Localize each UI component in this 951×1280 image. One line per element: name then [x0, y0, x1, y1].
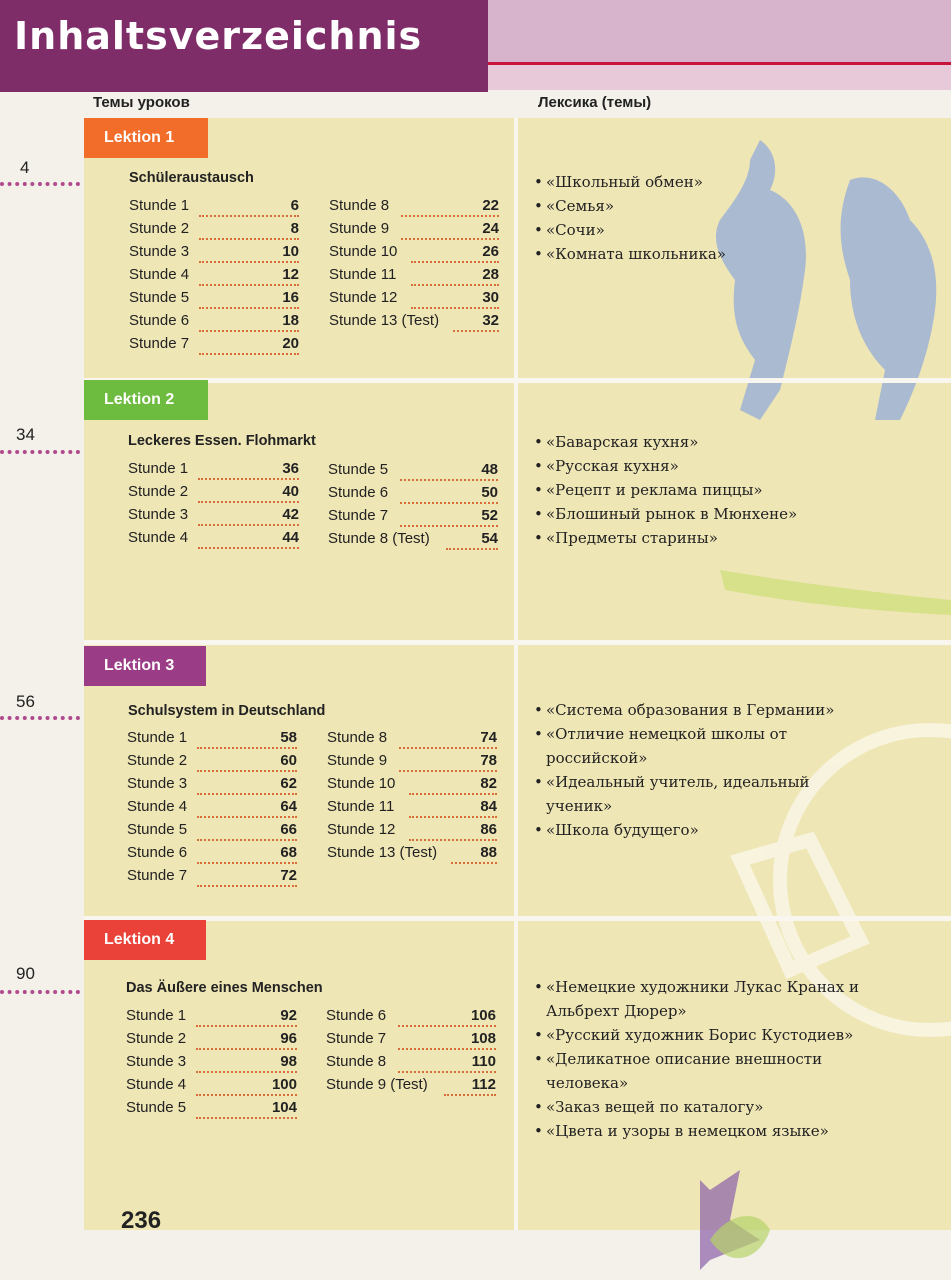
list-item: Stunde 3 98: [126, 1053, 297, 1075]
list-item: Stunde 8 22: [329, 197, 499, 219]
list-item: • «Система образования в Германии»: [534, 698, 934, 722]
lektion-2-title: Leckeres Essen. Flohmarkt: [128, 433, 316, 449]
list-item: Stunde 7 20: [129, 335, 299, 357]
list-item: Stunde 9 24: [329, 220, 499, 242]
list-item: • «Сочи»: [534, 218, 934, 242]
column-divider: [514, 118, 518, 1230]
list-item: Stunde 3 62: [127, 775, 297, 797]
section-divider: [84, 640, 951, 645]
list-item: Stunde 2 96: [126, 1030, 297, 1052]
lektion-1-tag: Lektion 1: [84, 118, 208, 158]
list-item: • «Семья»: [534, 194, 934, 218]
list-item: • «Баварская кухня»: [534, 430, 934, 454]
header-rule: [488, 62, 951, 65]
list-item: Stunde 2 40: [128, 483, 299, 505]
list-item: • «Цвета и узоры в немецком языке»: [534, 1119, 934, 1143]
page-title: Inhaltsverzeichnis: [14, 14, 423, 58]
lektion-4-tag: Lektion 4: [84, 920, 206, 960]
lektion-2-tag: Lektion 2: [84, 380, 208, 420]
list-item: Stunde 5 48: [328, 461, 498, 483]
lektion-1-start-page: 4: [20, 158, 30, 177]
list-item: Stunde 8 74: [327, 729, 497, 751]
list-item: Stunde 11 84: [327, 798, 497, 820]
list-item: • «Блошиный рынок в Мюнхене»: [534, 502, 934, 526]
list-item: Stunde 6 68: [127, 844, 297, 866]
list-item: Stunde 5 16: [129, 289, 299, 311]
list-item: Stunde 7 108: [326, 1030, 496, 1052]
list-item: Stunde 9 (Test) 112: [326, 1076, 496, 1098]
list-item: Stunde 12 86: [327, 821, 497, 843]
list-item: Stunde 5 104: [126, 1099, 297, 1121]
list-item: Stunde 6 50: [328, 484, 498, 506]
page-leader-dots: [0, 990, 80, 994]
list-item: Stunde 1 58: [127, 729, 297, 751]
lektion-4-start-page: 90: [16, 964, 35, 983]
section-divider: [84, 916, 951, 921]
page-leader-dots: [0, 182, 80, 186]
list-item: Stunde 1 36: [128, 460, 299, 482]
list-item: • «Школа будущего»: [534, 818, 934, 842]
lektion-1-title: Schüleraustausch: [129, 170, 254, 186]
list-item: Stunde 4 100: [126, 1076, 297, 1098]
list-item: Stunde 1 6: [129, 197, 299, 219]
list-item: Stunde 8 110: [326, 1053, 496, 1075]
list-item: • «Комната школьника»: [534, 242, 934, 266]
list-item: Stunde 10 82: [327, 775, 497, 797]
list-item: Stunde 7 52: [328, 507, 498, 529]
list-item: • «Немецкие художники Лукас Кранах и Альбрехт Дюрер»: [534, 975, 906, 1023]
list-item: • «Русская кухня»: [534, 454, 934, 478]
list-item: Stunde 11 28: [329, 266, 499, 288]
list-item: • «Предметы старины»: [534, 526, 934, 550]
list-item: Stunde 12 30: [329, 289, 499, 311]
list-item: Stunde 13 (Test) 88: [327, 844, 497, 866]
list-item: • «Идеальный учитель, идеальный ученик»: [534, 770, 846, 818]
header-title-block: [0, 0, 488, 92]
list-item: • «Деликатное описание внешности человека»: [534, 1047, 866, 1095]
list-item: Stunde 2 8: [129, 220, 299, 242]
page-number: 236: [121, 1207, 162, 1234]
list-item: • «Школьный обмен»: [534, 170, 934, 194]
list-item: Stunde 8 (Test) 54: [328, 530, 498, 552]
section-divider: [84, 378, 951, 383]
list-item: Stunde 7 72: [127, 867, 297, 889]
lektion-1-topics: [534, 170, 934, 266]
list-item: Stunde 13 (Test) 32: [329, 312, 499, 334]
list-item: Stunde 3 42: [128, 506, 299, 528]
list-item: Stunde 10 26: [329, 243, 499, 265]
page-leader-dots: [0, 450, 80, 454]
list-item: • «Заказ вещей по каталогу»: [534, 1095, 934, 1119]
list-item: • «Отличие немецкой школы от российской»: [534, 722, 846, 770]
lektion-3-start-page: 56: [16, 692, 35, 711]
lektion-3-topics: [534, 698, 934, 842]
list-item: • «Русский художник Борис Кустодиев»: [534, 1023, 934, 1047]
list-item: Stunde 6 106: [326, 1007, 496, 1029]
list-item: Stunde 5 66: [127, 821, 297, 843]
list-item: Stunde 3 10: [129, 243, 299, 265]
lektion-4-topics: [534, 975, 934, 1143]
lektion-2-topics: [534, 430, 934, 550]
list-item: Stunde 4 12: [129, 266, 299, 288]
list-item: Stunde 6 18: [129, 312, 299, 334]
list-item: Stunde 4 44: [128, 529, 299, 551]
page-leader-dots: [0, 716, 80, 720]
list-item: • «Рецепт и реклама пиццы»: [534, 478, 934, 502]
list-item: Stunde 2 60: [127, 752, 297, 774]
list-item: Stunde 9 78: [327, 752, 497, 774]
column-heading-vocabulary: Лексика (темы): [538, 94, 652, 111]
column-heading-lessons: Темы уроков: [93, 94, 190, 111]
lektion-4-title: Das Äußere eines Menschen: [126, 980, 323, 996]
lektion-3-title: Schulsystem in Deutschland: [128, 703, 326, 719]
list-item: Stunde 4 64: [127, 798, 297, 820]
header-right-band: [488, 0, 951, 62]
list-item: Stunde 1 92: [126, 1007, 297, 1029]
lektion-2-start-page: 34: [16, 425, 35, 444]
lektion-3-tag: Lektion 3: [84, 646, 206, 686]
